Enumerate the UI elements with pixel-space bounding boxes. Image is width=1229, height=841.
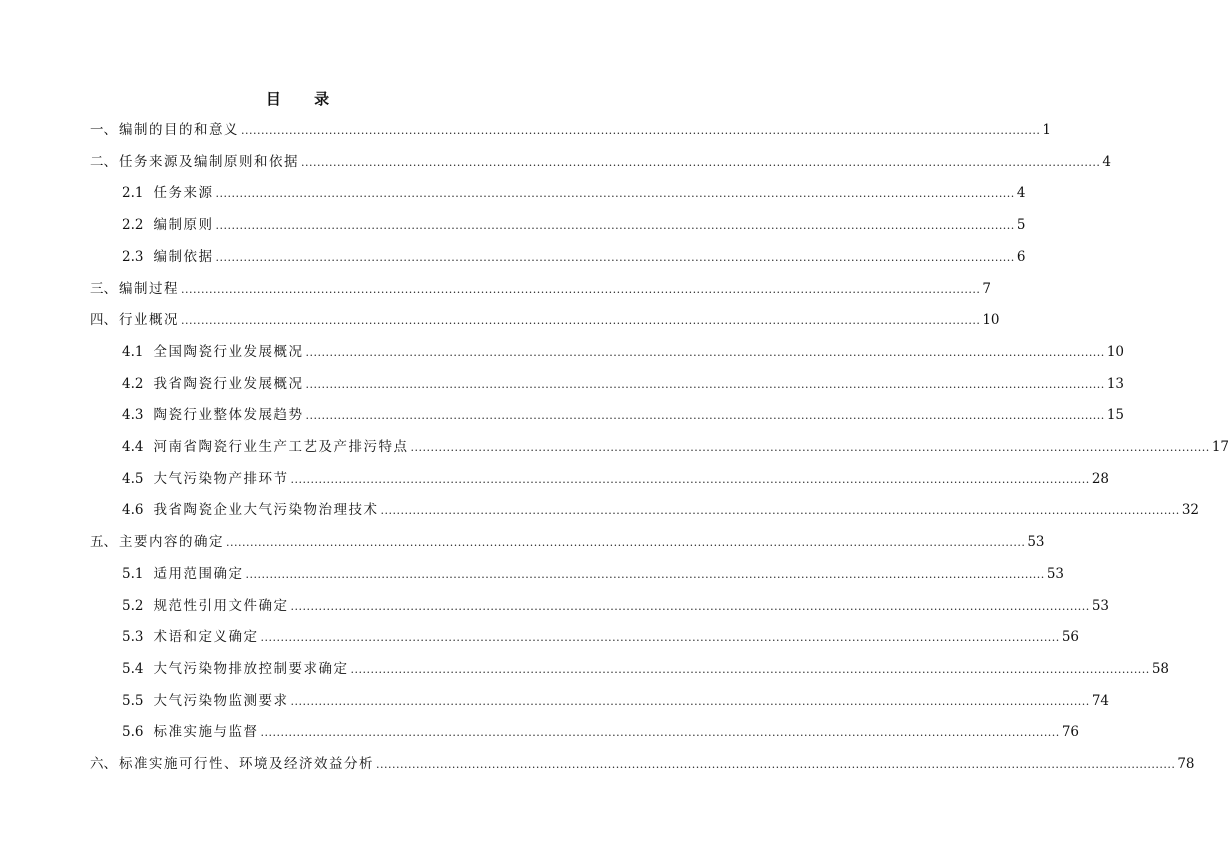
toc-dot-leader: ........................................................................................................................................................................................................	[290, 599, 1090, 613]
toc-entry[interactable]	[122, 659, 1169, 679]
toc-entry-page-number: 17	[1211, 439, 1229, 455]
toc-entry-title: 适用范围确定	[153, 565, 244, 582]
toc-entry-page-number: 4	[1102, 153, 1111, 170]
toc-entry-title: 陶瓷行业整体发展趋势	[153, 407, 304, 424]
toc-entry-number: 4.6	[122, 502, 144, 519]
toc-entry[interactable]	[122, 469, 1109, 489]
toc-entry[interactable]	[122, 437, 1229, 457]
toc-entry-page-number: 1	[1042, 122, 1051, 138]
toc-entry-page-number: 53	[1027, 534, 1045, 551]
toc-entry[interactable]	[122, 215, 1026, 235]
toc-entry-page-number: 28	[1091, 470, 1109, 487]
toc-entry-title: 主要内容的确定	[119, 534, 224, 551]
toc-entry-number: 二、	[90, 153, 117, 170]
toc-dot-leader: ........................................................................................................................................................................................................	[301, 155, 1101, 169]
toc-entry[interactable]	[122, 342, 1124, 362]
toc-entry[interactable]	[122, 564, 1064, 584]
toc-dot-leader: ........................................................................................................................................................................................................	[181, 314, 981, 328]
toc-entry-number: 4.4	[122, 439, 144, 455]
toc-entry-title: 规范性引用文件确定	[153, 597, 289, 614]
toc-entry-page-number: 15	[1106, 407, 1124, 424]
toc-dot-leader: ........................................................................................................................................................................................................	[376, 758, 1176, 771]
toc-entry-title: 编制过程	[119, 280, 179, 297]
toc-entry-title: 术语和定义确定	[153, 629, 259, 646]
toc-entry-title: 编制依据	[153, 248, 214, 265]
toc-entry[interactable]	[90, 532, 1045, 552]
toc-entry-number: 5.1	[122, 565, 144, 582]
toc-entry-title: 大气污染物监测要求	[153, 692, 289, 709]
toc-dot-leader: ........................................................................................................................................................................................................	[215, 187, 1015, 201]
toc-entry-number: 2.1	[122, 185, 144, 202]
toc-entry[interactable]	[90, 279, 991, 299]
toc-dot-leader: ........................................................................................................................................................................................................	[290, 694, 1090, 708]
toc-entry[interactable]	[90, 754, 1195, 774]
toc-entry-page-number: 58	[1151, 660, 1169, 677]
toc-dot-leader: ........................................................................................................................................................................................................	[290, 472, 1090, 486]
toc-entry-title: 任务来源及编制原则和依据	[119, 153, 299, 170]
toc-entry-title: 标准实施与监督	[153, 724, 259, 741]
toc-entry-title: 标准实施可行性、环境及经济效益分析	[119, 756, 374, 772]
toc-entry-page-number: 56	[1061, 629, 1079, 646]
toc-dot-leader: ........................................................................................................................................................................................................	[305, 377, 1105, 391]
toc-entry[interactable]	[122, 596, 1109, 616]
toc-entry[interactable]	[122, 374, 1124, 394]
toc-entry-page-number: 7	[982, 280, 991, 297]
toc-entry[interactable]	[90, 120, 1051, 140]
toc-entry[interactable]	[122, 500, 1199, 520]
toc-entry[interactable]	[122, 627, 1079, 647]
toc-entry-number: 5.5	[122, 692, 144, 709]
toc-dot-leader: ........................................................................................................................................................................................................	[241, 124, 1041, 137]
toc-entry[interactable]	[122, 247, 1026, 267]
toc-dot-leader: ........................................................................................................................................................................................................	[260, 726, 1060, 740]
toc-entry-number: 4.3	[122, 407, 144, 424]
toc-entry-page-number: 74	[1091, 692, 1109, 709]
toc-dot-leader: ........................................................................................................................................................................................................	[215, 219, 1015, 233]
toc-entry-title: 河南省陶瓷行业生产工艺及产排污特点	[153, 439, 409, 455]
toc-entry-page-number: 10	[982, 312, 1000, 329]
toc-entry-page-number: 53	[1091, 597, 1109, 614]
toc-entry-title: 全国陶瓷行业发展概况	[153, 343, 304, 360]
toc-entry-title: 行业概况	[119, 312, 179, 329]
toc-entry-title: 大气污染物产排环节	[153, 470, 289, 487]
toc-entry-number: 六、	[90, 756, 117, 772]
toc-entry-number: 2.2	[122, 217, 144, 234]
toc-entry-title: 编制的目的和意义	[119, 122, 239, 138]
toc-entry-number: 4.5	[122, 470, 144, 487]
toc-entry-number: 5.2	[122, 597, 144, 614]
toc-dot-leader: ........................................................................................................................................................................................................	[260, 631, 1060, 645]
toc-dot-leader: ........................................................................................................................................................................................................	[181, 282, 981, 296]
toc-entry-title: 编制原则	[153, 217, 214, 234]
toc-entry-number: 5.4	[122, 660, 144, 677]
toc-entry-number: 2.3	[122, 248, 144, 265]
toc-entry-number: 5.6	[122, 724, 144, 741]
toc-entry-page-number: 53	[1046, 565, 1064, 582]
toc-entry-title: 我省陶瓷企业大气污染物治理技术	[153, 502, 379, 519]
toc-dot-leader: ........................................................................................................................................................................................................	[215, 250, 1015, 264]
toc-entry-title: 大气污染物排放控制要求确定	[153, 660, 349, 677]
toc-entry-page-number: 4	[1016, 185, 1026, 202]
toc-entry-page-number: 32	[1181, 502, 1199, 519]
toc-entry[interactable]	[122, 405, 1124, 425]
toc-entry-title: 任务来源	[153, 185, 214, 202]
toc-dot-leader: ........................................................................................................................................................................................................	[305, 409, 1105, 423]
toc-entry-number: 三、	[90, 280, 117, 297]
toc-entry-page-number: 10	[1106, 343, 1124, 360]
toc-entry-page-number: 78	[1177, 756, 1195, 772]
toc-dot-leader: ........................................................................................................................................................................................................	[245, 567, 1045, 581]
toc-entry[interactable]	[122, 722, 1079, 742]
toc-entry-number: 四、	[90, 312, 117, 329]
toc-entry-page-number: 76	[1061, 724, 1079, 741]
toc-entry-number: 4.1	[122, 343, 144, 360]
toc-title: 目 录	[265, 90, 344, 108]
toc-entry[interactable]	[122, 691, 1109, 711]
toc-dot-leader: ........................................................................................................................................................................................................	[305, 345, 1105, 359]
toc-entry-page-number: 13	[1106, 375, 1124, 392]
toc-entry-number: 5.3	[122, 629, 144, 646]
toc-entry-page-number: 5	[1016, 217, 1026, 234]
toc-dot-leader: ........................................................................................................................................................................................................	[226, 536, 1026, 550]
toc-entry[interactable]	[90, 152, 1111, 172]
toc-dot-leader: ........................................................................................................................................................................................................	[380, 504, 1180, 518]
toc-dot-leader: ........................................................................................................................................................................................................	[350, 662, 1150, 676]
toc-entry-number: 4.2	[122, 375, 144, 392]
toc-entry[interactable]	[90, 310, 1000, 330]
toc-entry[interactable]	[122, 183, 1026, 203]
toc-entry-number: 五、	[90, 534, 117, 551]
toc-entry-number: 一、	[90, 122, 117, 138]
toc-dot-leader: ........................................................................................................................................................................................................	[410, 441, 1210, 454]
toc-entry-page-number: 6	[1016, 248, 1026, 265]
toc-entry-title: 我省陶瓷行业发展概况	[153, 375, 304, 392]
